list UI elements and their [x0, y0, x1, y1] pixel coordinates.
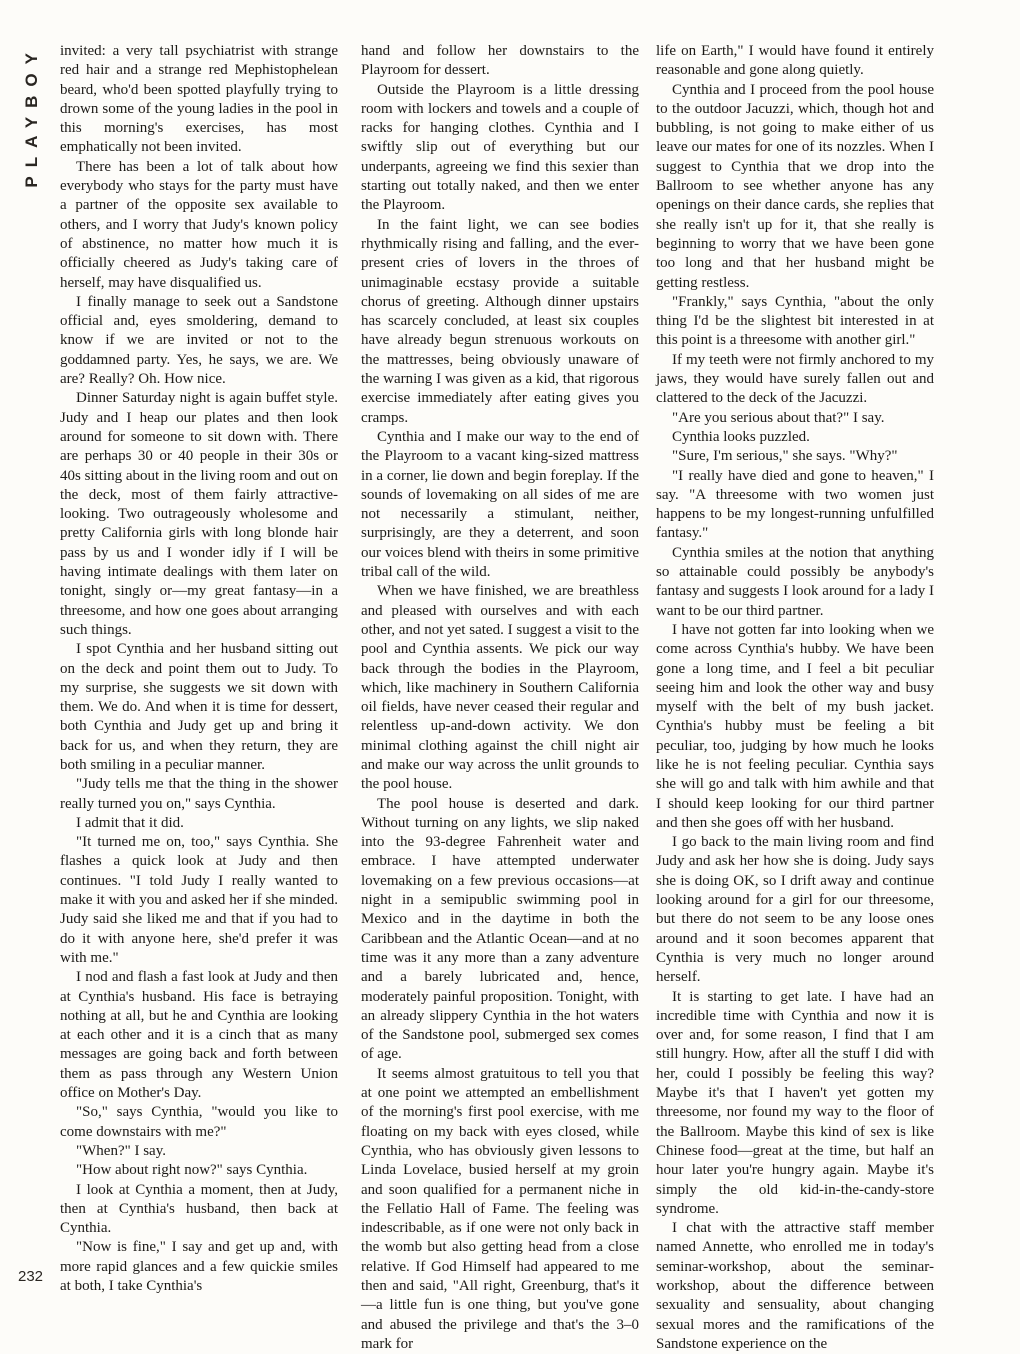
- paragraph: Outside the Playroom is a little dressing room with lockers and towels and a couple of racks for hanging clothes. Cynthia and I swiftly slip out of everything but our underpants, agreeing we find this sexier than starting out totally naked, and then we enter the Playroom.: [361, 81, 639, 214]
- page-number: 232: [18, 1268, 44, 1285]
- paragraph: I have not gotten far into looking when we come across Cynthia's hubby. We have been gone a long time, and I feel a bit peculiar seeing him and look the other way and busy myself with the belt of my bush jacket. Cynthia's hubby must be feeling a bit peculiar, too, judging by how much he looks like he is not feeling peculiar. Cynthia says she will go and talk with him awhile and that I should keep looking for our third partner and then she goes off with her husband.: [656, 621, 934, 831]
- paragraph: Cynthia looks puzzled.: [672, 428, 810, 445]
- text-column-2: [361, 42, 639, 1352]
- paragraph: Cynthia and I make our way to the end of the Playroom to a vacant king-sized mattress in a corner, lie down and begin foreplay. If the sounds of lovemaking on all sides of me are not necessarily a stimulant, neither, surprisingly, are they a deterrent, and soon our voices blend with theirs in some primitive tribal call of the wild.: [361, 428, 639, 581]
- paragraph: I look at Cynthia a moment, then at Judy, then at Cynthia's husband, then back at Cynthia.: [60, 1181, 338, 1237]
- text-column-1: [60, 42, 338, 1292]
- paragraph: "Are you serious about that?" I say.: [672, 409, 885, 426]
- text-column-3: [656, 42, 934, 1352]
- paragraph: "I really have died and gone to heaven," I say. "A threesome with two women just happens to be my longest-running unfulfilled fantasy.": [656, 467, 934, 542]
- paragraph: The pool house is deserted and dark. Without turning on any lights, we slip naked into the 93-degree Fahrenheit water and embrace. I have attempted underwater lovemaking on a few previous occasions—at night in a semipublic swimming pool in Mexico and in the daytime in both the Caribbean and the Atlantic Ocean—and at no time was it any more than a zany adventure and a barely lubricated and, hence, moderately painful proposition. Tonight, with an already slippery Cynthia in the hot waters of the Sandstone pool, submerged sex comes of age.: [361, 795, 639, 1063]
- paragraph: "When?" I say.: [76, 1142, 166, 1159]
- paragraph: It seems almost gratuitous to tell you that at one point we attempted an embellishment of the morning's first pool exercise, with me floating on my back with eyes closed, while Cynthia, who has obviously given lessons to Linda Lovelace, busied herself at my groin and soon qualified for a permanent niche in the Fellatio Hall of Fame. The feeling was indescribable, as if one were not only back in the womb but also getting head from a close relative. If God Himself had appeared to me then and said, "All right, Greenburg, that's it—a little fun is one thing, but you've gone and abused the privilege and that's the 3–0 mark for: [361, 1065, 639, 1352]
- paragraph: hand and follow her downstairs to the Playroom for dessert.: [361, 43, 639, 79]
- paragraph: invited: a very tall psychiatrist with strange red hair and a strange red Mephistophelean beard, who'd been spotted playfully trying to drown some of the young ladies in the pool in this morning's exercises, has most emphatically not been invited.: [60, 43, 338, 156]
- paragraph: I finally manage to seek out a Sandstone official and, eyes smoldering, demand to know if we are invited or not to the goddamned party. Yes, he says, we are. We are? Really? Oh. How nice.: [60, 293, 338, 388]
- paragraph: I admit that it did.: [76, 814, 184, 831]
- paragraph: When we have finished, we are breathless and pleased with ourselves and with each other, and not yet sated. I suggest a visit to the pool and Cynthia assents. We pick our way back through the bodies in the Playroom, which, like machinery in Southern California oil fields, have never ceased their regular and relentless up-and-down activity. We don minimal clothing against the chill night air and make our way across the unlit grounds to the pool house.: [361, 583, 639, 793]
- paragraph: I go back to the main living room and find Judy and ask her how she is doing. Judy says she is doing OK, so I drift away and continue looking around for a girl for our threesome, but there do not seem to be any loose ones around and it soon becomes apparent that Cynthia is very much no longer around herself.: [656, 834, 934, 986]
- paragraph: I nod and flash a fast look at Judy and then at Cynthia's husband. His face is betraying nothing at all, but he and Cynthia are looking at each other and it is a cinch that as many messages are going back and forth between them as pass through any Western Union office on Mother's Day.: [60, 969, 338, 1102]
- paragraph: If my teeth were not firmly anchored to my jaws, they would have surely fallen out and clattered to the deck of the Jacuzzi.: [656, 351, 934, 407]
- paragraph: Dinner Saturday night is again buffet style. Judy and I heap our plates and then look around for someone to sit down with. There are perhaps 30 or 40 people in their 30s or 40s sitting about in the living room and out on the deck, most of them fairly attractive-looking. Two outrageously wholesome and pretty California girls with long blonde hair pass by us and I wonder idly if I will be having intimate dealings with them later on tonight, singly or—my great fantasy—in a threesome, and how one goes about arranging such things.: [60, 390, 338, 638]
- paragraph: life on Earth," I would have found it entirely reasonable and gone along quietly.: [656, 43, 934, 79]
- paragraph: I chat with the attractive staff member named Annette, who enrolled me in today's seminar-workshop, about the seminar-workshop, about the difference between sexuality and sensuality, about changing sexual mores and the ramifications of the Sandstone experience on the: [656, 1220, 934, 1352]
- paragraph: Cynthia and I proceed from the pool house to the outdoor Jacuzzi, which, though hot and bubbling, is not going to make either of us leave our mates for one of its nozzles. When I suggest to Cynthia that we drop into the Ballroom to see whether anyone has any openings on their dance cards, she replies that she really isn't up for it, that she really is beginning to worry that we have been gone too long and that her husband might be getting restless.: [656, 81, 934, 291]
- paragraph: "Sure, I'm serious," she says. "Why?": [672, 448, 898, 465]
- paragraph: In the faint light, we can see bodies rhythmically rising and falling, and the ever-present cries of lovers in the throes of unimaginable ecstasy provide a suitable chorus of greeting. Although dinner upstairs has scarcely concluded, at least six couples have already begun strenuous workouts on the mattresses, being obviously unaware of the warning I was given as a kid, that rigorous exercise immediately after eating gives you cramps.: [361, 216, 639, 426]
- paragraph: I spot Cynthia and her husband sitting out on the deck and point them out to Judy. To my surprise, she suggests we sit down with them. We do. And when it is time for dessert, both Cynthia and Judy get up and bring it back for us, and when they return, they are both smiling in a peculiar manner.: [60, 641, 338, 773]
- paragraph: It is starting to get late. I have had an incredible time with Cynthia and now it is over and, for some reason, I find that I am still hungry. How, after all the stuff I did with her, could I possibly be feeling this way? Maybe it's that I haven't yet gotten my threesome, nor found my way to the floor of the Ballroom. Maybe this kind of sex is like Chinese food—great at the time, but half an hour later you're hungry again. Maybe it's simply the old kid-in-the-candy-store syndrome.: [656, 988, 934, 1217]
- paragraph: There has been a lot of talk about how everybody who stays for the party must have a partner of the opposite sex available to others, and I worry that Judy's known policy of abstinence, no matter how much it is officially cheered as Judy's taking care of herself, may have disqualified us.: [60, 158, 338, 291]
- paragraph: "Now is fine," I say and get up and, with more rapid glances and a few quickie smiles at both, I take Cynthia's: [60, 1239, 338, 1294]
- paragraph: "It turned me on, too," says Cynthia. She flashes a quick look at Judy and then continues. "I told Judy I really wanted to make it with you and asked her if she minded. Judy said she liked me and that if you had to do it with anyone here, she'd prefer it was with me.": [60, 834, 338, 966]
- paragraph: Cynthia smiles at the notion that anything so attainable could possibly be anybody's fantasy and suggests I look around for a lady I want to be our third partner.: [656, 544, 934, 619]
- paragraph: "Judy tells me that the thing in the shower really turned you on," says Cynthia.: [60, 776, 338, 812]
- paragraph: "How about right now?" says Cynthia.: [76, 1162, 308, 1179]
- paragraph: "So," says Cynthia, "would you like to come downstairs with me?": [60, 1104, 338, 1140]
- paragraph: "Frankly," says Cynthia, "about the only thing I'd be the slightest bit interested in at this point is a threesome with another girl.": [656, 293, 934, 349]
- magazine-name: PLAYBOY: [22, 44, 41, 188]
